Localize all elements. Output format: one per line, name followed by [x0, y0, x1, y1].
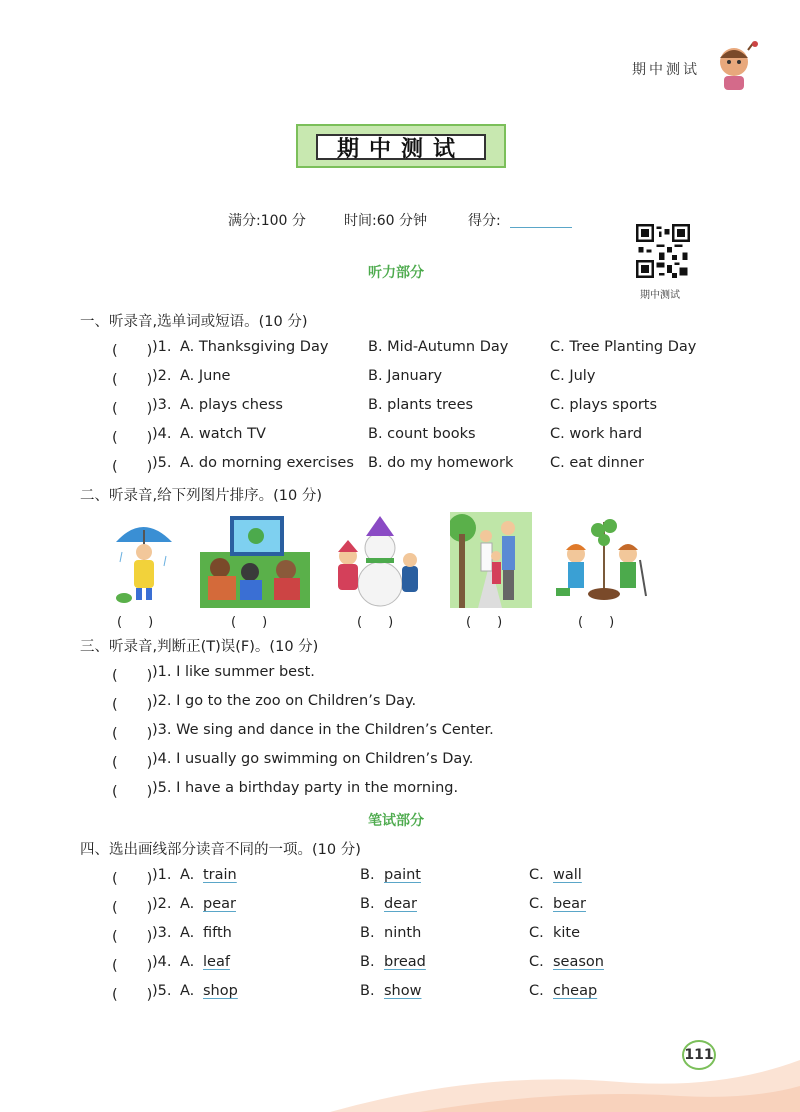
- picture-order-blank[interactable]: ( ): [578, 615, 615, 630]
- option-c-letter: C.: [529, 954, 544, 970]
- option-b-word: show: [384, 983, 422, 999]
- statement: )4. I usually go swimming on Children’s Day.: [152, 751, 474, 767]
- footer-wave-decoration: [0, 1030, 800, 1112]
- option-c-word: kite: [553, 925, 581, 941]
- option-b-word: paint: [384, 867, 421, 883]
- question-number: )3.: [152, 925, 172, 941]
- question-number: )1.: [152, 867, 172, 883]
- option-b-word: bread: [384, 954, 426, 970]
- option-c: C. July: [550, 368, 596, 384]
- option-b: B. January: [368, 368, 443, 384]
- writing-heading: 笔试部分: [368, 813, 424, 829]
- option-b-letter: B.: [360, 954, 375, 970]
- option-a-letter: A.: [180, 896, 195, 912]
- qr-code-icon[interactable]: [636, 224, 690, 278]
- statement: )5. I have a birthday party in the morning.: [152, 780, 459, 796]
- question-number: )2.: [152, 896, 172, 912]
- answer-blank[interactable]: ( ): [112, 668, 153, 684]
- section-1-title: 一、听录音,选单词或短语。(10 分): [80, 314, 308, 330]
- option-c: C. Tree Planting Day: [550, 339, 697, 355]
- answer-blank[interactable]: ( ): [112, 430, 153, 446]
- option-b-word: dear: [384, 896, 417, 912]
- option-c-letter: C.: [529, 925, 544, 941]
- watching-tv-picture: [200, 512, 310, 608]
- option-b-letter: B.: [360, 925, 375, 941]
- answer-blank[interactable]: ( ): [112, 871, 153, 887]
- answer-blank[interactable]: ( ): [112, 958, 153, 974]
- option-b-word: ninth: [384, 925, 422, 941]
- answer-blank[interactable]: ( ): [112, 697, 153, 713]
- qr-label: 期中测试: [640, 290, 680, 301]
- option-c-word: bear: [553, 896, 586, 912]
- option-b-letter: B.: [360, 867, 375, 883]
- option-b-letter: B.: [360, 896, 375, 912]
- option-b: B. Mid-Autumn Day: [368, 339, 509, 355]
- question-number: )3.: [152, 397, 172, 413]
- option-a: A. do morning exercises: [180, 455, 354, 471]
- statement: )3. We sing and dance in the Children’s Center.: [152, 722, 494, 738]
- score-label: 得分:: [468, 213, 501, 229]
- section-4-title: 四、选出画线部分读音不同的一项。(10 分): [80, 842, 361, 858]
- option-c: C. work hard: [550, 426, 643, 442]
- option-a: A. June: [180, 368, 231, 384]
- option-a-word: pear: [203, 896, 236, 912]
- listening-heading: 听力部分: [368, 265, 424, 281]
- option-c-letter: C.: [529, 983, 544, 999]
- section-2-title: 二、听录音,给下列图片排序。(10 分): [80, 488, 322, 504]
- boy-umbrella-rain-picture: [108, 512, 178, 608]
- statement: )2. I go to the zoo on Children’s Day.: [152, 693, 417, 709]
- answer-blank[interactable]: ( ): [112, 401, 153, 417]
- question-number: )4.: [152, 426, 172, 442]
- family-walk-picture: [450, 512, 532, 608]
- question-number: )2.: [152, 368, 172, 384]
- option-a-letter: A.: [180, 954, 195, 970]
- mascot-icon: [712, 40, 760, 92]
- option-b-letter: B.: [360, 983, 375, 999]
- time-limit: 时间:60 分钟: [344, 213, 427, 229]
- question-number: )5.: [152, 983, 172, 999]
- option-c: C. eat dinner: [550, 455, 644, 471]
- title-banner: [296, 124, 506, 168]
- picture-order-blank[interactable]: ( ): [466, 615, 503, 630]
- option-c-letter: C.: [529, 896, 544, 912]
- option-b: B. count books: [368, 426, 476, 442]
- answer-blank[interactable]: ( ): [112, 726, 153, 742]
- snowman-picture: [332, 512, 422, 608]
- question-number: )5.: [152, 455, 172, 471]
- answer-blank[interactable]: ( ): [112, 900, 153, 916]
- option-a-word: fifth: [203, 925, 232, 941]
- planting-trees-picture: [554, 512, 650, 608]
- option-a-letter: A.: [180, 983, 195, 999]
- option-c-letter: C.: [529, 867, 544, 883]
- option-c-word: cheap: [553, 983, 598, 999]
- statement: )1. I like summer best.: [152, 664, 315, 680]
- option-a-letter: A.: [180, 925, 195, 941]
- score-blank[interactable]: [510, 227, 572, 228]
- answer-blank[interactable]: ( ): [112, 987, 153, 1003]
- option-a: A. Thanksgiving Day: [180, 339, 329, 355]
- answer-blank[interactable]: ( ): [112, 784, 153, 800]
- option-c-word: wall: [553, 867, 582, 883]
- option-a-word: leaf: [203, 954, 230, 970]
- header-title: 期中测试: [632, 62, 700, 78]
- picture-order-blank[interactable]: ( ): [357, 615, 394, 630]
- answer-blank[interactable]: ( ): [112, 343, 153, 359]
- answer-blank[interactable]: ( ): [112, 372, 153, 388]
- answer-blank[interactable]: ( ): [112, 929, 153, 945]
- answer-blank[interactable]: ( ): [112, 459, 153, 475]
- picture-order-blank[interactable]: ( ): [231, 615, 268, 630]
- option-a-word: train: [203, 867, 237, 883]
- option-c: C. plays sports: [550, 397, 658, 413]
- question-number: )1.: [152, 339, 172, 355]
- page-title: 期中测试: [316, 134, 486, 160]
- answer-blank[interactable]: ( ): [112, 755, 153, 771]
- question-number: )4.: [152, 954, 172, 970]
- picture-order-blank[interactable]: ( ): [117, 615, 154, 630]
- option-a-letter: A.: [180, 867, 195, 883]
- section-3-title: 三、听录音,判断正(T)误(F)。(10 分): [80, 639, 319, 655]
- option-c-word: season: [553, 954, 604, 970]
- option-a-word: shop: [203, 983, 238, 999]
- page-number: 111: [682, 1040, 716, 1070]
- option-b: B. do my homework: [368, 455, 514, 471]
- full-score: 满分:100 分: [228, 213, 306, 229]
- option-b: B. plants trees: [368, 397, 474, 413]
- option-a: A. plays chess: [180, 397, 283, 413]
- option-a: A. watch TV: [180, 426, 266, 442]
